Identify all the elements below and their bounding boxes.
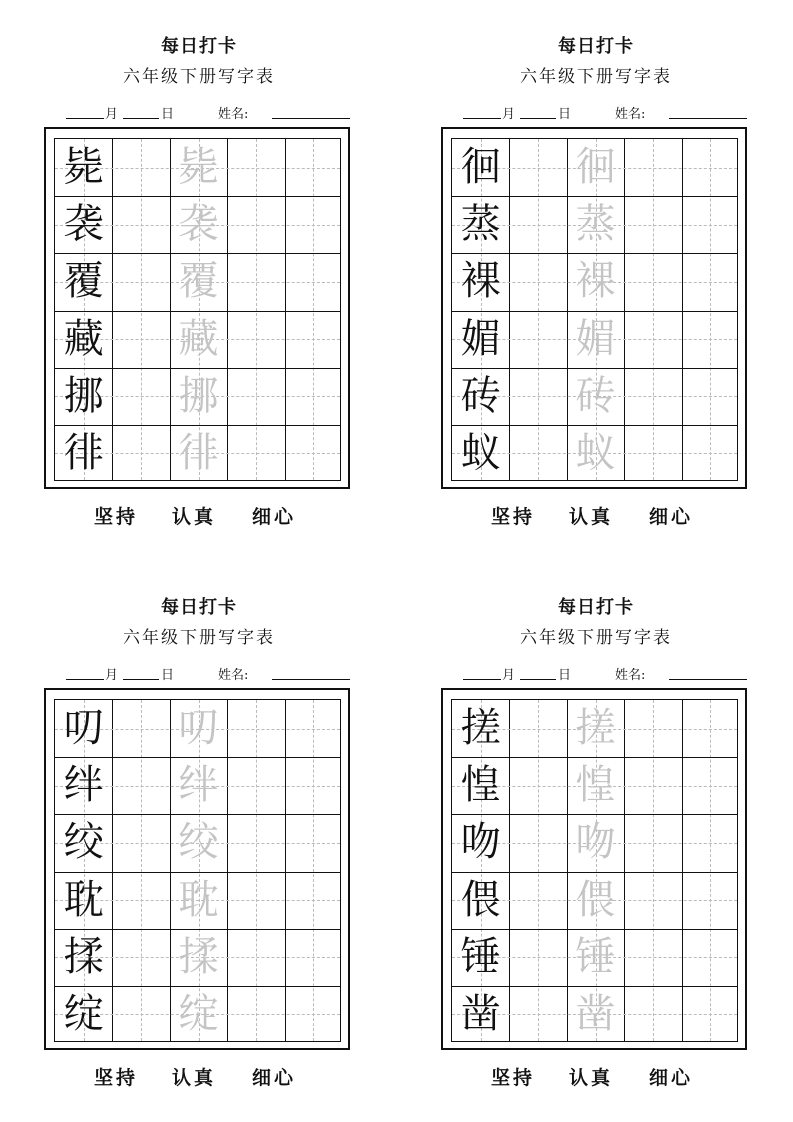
model-character: 砖 xyxy=(460,372,501,419)
writing-grid xyxy=(451,138,738,481)
grid-column-guide xyxy=(141,139,142,480)
grid-column-line xyxy=(624,700,625,1041)
writing-grid xyxy=(451,699,738,1042)
name-label: 姓名: xyxy=(615,668,646,683)
sheet-subtitle: 六年级下册写字表 xyxy=(520,628,672,648)
writing-grid-frame xyxy=(441,127,747,489)
grid-column-guide xyxy=(710,700,711,1041)
sheet-title: 每日打卡 xyxy=(161,36,237,57)
grid-column-guide xyxy=(313,700,314,1041)
motto-word-2: 认真 xyxy=(172,506,217,528)
motto-word-1: 坚持 xyxy=(94,1067,139,1089)
model-character: 绊 xyxy=(63,762,104,809)
motto-word-2: 认真 xyxy=(172,1067,217,1089)
grid-column-guide xyxy=(538,700,539,1041)
sheet-subtitle: 六年级下册写字表 xyxy=(123,628,275,648)
trace-character: 锤 xyxy=(575,933,616,980)
motto xyxy=(44,502,354,528)
model-character: 搓 xyxy=(460,705,501,751)
sheet-subtitle: 六年级下册写字表 xyxy=(520,67,672,87)
grid-column-line xyxy=(509,700,510,1041)
grid-column-guide xyxy=(141,700,142,1041)
motto-word-3: 细心 xyxy=(649,1067,694,1089)
worksheet-3 xyxy=(44,561,354,1091)
grid-column-line xyxy=(227,139,228,480)
grid-column-line xyxy=(682,139,683,480)
motto-word-3: 细心 xyxy=(649,506,694,528)
grid-column-guide xyxy=(256,139,257,480)
grid-column-guide xyxy=(538,139,539,480)
writing-grid-frame xyxy=(441,688,747,1050)
trace-character: 挪 xyxy=(178,372,219,419)
trace-character: 覆 xyxy=(178,258,219,305)
month-blank[interactable] xyxy=(66,118,104,119)
trace-character: 蚁 xyxy=(575,429,616,476)
trace-character: 搓 xyxy=(575,705,616,751)
grid-column-guide xyxy=(653,700,654,1041)
date-name-row xyxy=(66,103,356,123)
date-name-row xyxy=(463,664,753,684)
month-label: 月 xyxy=(502,107,516,122)
motto xyxy=(441,502,751,528)
trace-character: 毙 xyxy=(178,144,219,190)
sheet-title: 每日打卡 xyxy=(161,597,237,618)
model-character: 耽 xyxy=(63,876,104,923)
name-label: 姓名: xyxy=(218,668,249,683)
grid-column-guide xyxy=(256,700,257,1041)
month-label: 月 xyxy=(105,107,119,122)
grid-column-line xyxy=(112,700,113,1041)
grid-column-line xyxy=(285,700,286,1041)
day-label: 日 xyxy=(161,107,175,122)
model-character: 揉 xyxy=(63,933,104,980)
grid-column-guide xyxy=(313,139,314,480)
day-blank[interactable] xyxy=(123,118,159,119)
month-blank[interactable] xyxy=(463,679,501,680)
name-label: 姓名: xyxy=(615,107,646,122)
grid-column-line xyxy=(112,139,113,480)
writing-grid-frame xyxy=(44,688,350,1050)
motto xyxy=(44,1063,354,1089)
month-blank[interactable] xyxy=(66,679,104,680)
model-character: 藏 xyxy=(63,315,104,362)
date-name-row xyxy=(66,664,356,684)
model-character: 袭 xyxy=(63,201,104,248)
grid-column-guide xyxy=(653,139,654,480)
motto-word-1: 坚持 xyxy=(94,506,139,528)
trace-character: 媚 xyxy=(575,315,616,362)
motto-word-3: 细心 xyxy=(252,506,297,528)
grid-column-line xyxy=(509,139,510,480)
model-character: 蚁 xyxy=(460,429,501,476)
grid-column-line xyxy=(227,700,228,1041)
trace-character: 凿 xyxy=(575,990,616,1037)
grid-column-line xyxy=(682,700,683,1041)
trace-character: 徘 xyxy=(178,429,219,476)
date-name-row xyxy=(463,103,753,123)
model-character: 吻 xyxy=(460,819,501,866)
model-character: 绽 xyxy=(63,990,104,1037)
motto xyxy=(441,1063,751,1089)
sheet-subtitle: 六年级下册写字表 xyxy=(123,67,275,87)
name-blank[interactable] xyxy=(669,679,747,680)
model-character: 叨 xyxy=(63,705,104,751)
model-character: 覆 xyxy=(63,258,104,305)
model-character: 媚 xyxy=(460,315,501,362)
motto-word-2: 认真 xyxy=(569,1067,614,1089)
grid-column-guide xyxy=(710,139,711,480)
trace-character: 耽 xyxy=(178,876,219,923)
grid-column-line xyxy=(285,139,286,480)
month-label: 月 xyxy=(502,668,516,683)
trace-character: 惶 xyxy=(575,762,616,809)
name-blank[interactable] xyxy=(272,679,350,680)
worksheet-4 xyxy=(441,561,751,1091)
sheet-title: 每日打卡 xyxy=(558,36,634,57)
trace-character: 袭 xyxy=(178,201,219,248)
day-blank[interactable] xyxy=(520,118,556,119)
writing-grid xyxy=(54,699,341,1042)
worksheet-1 xyxy=(44,0,354,530)
trace-character: 裸 xyxy=(575,258,616,305)
trace-character: 绊 xyxy=(178,762,219,809)
trace-character: 藏 xyxy=(178,315,219,362)
model-character: 挪 xyxy=(63,372,104,419)
trace-character: 吻 xyxy=(575,819,616,866)
sheet-title: 每日打卡 xyxy=(558,597,634,618)
motto-word-1: 坚持 xyxy=(491,506,536,528)
motto-word-3: 细心 xyxy=(252,1067,297,1089)
motto-word-1: 坚持 xyxy=(491,1067,536,1089)
trace-character: 绞 xyxy=(178,819,219,866)
motto-word-2: 认真 xyxy=(569,506,614,528)
day-blank[interactable] xyxy=(123,679,159,680)
name-label: 姓名: xyxy=(218,107,249,122)
month-blank[interactable] xyxy=(463,118,501,119)
trace-character: 绽 xyxy=(178,990,219,1037)
day-label: 日 xyxy=(161,668,175,683)
model-character: 毙 xyxy=(63,144,104,190)
model-character: 徊 xyxy=(460,144,501,190)
model-character: 徘 xyxy=(63,429,104,476)
trace-character: 揉 xyxy=(178,933,219,980)
trace-character: 砖 xyxy=(575,372,616,419)
grid-column-line xyxy=(624,139,625,480)
writing-grid-frame xyxy=(44,127,350,489)
name-blank[interactable] xyxy=(669,118,747,119)
model-character: 凿 xyxy=(460,990,501,1037)
model-character: 锤 xyxy=(460,933,501,980)
model-character: 蒸 xyxy=(460,201,501,248)
month-label: 月 xyxy=(105,668,119,683)
model-character: 裸 xyxy=(460,258,501,305)
model-character: 绞 xyxy=(63,819,104,866)
writing-grid xyxy=(54,138,341,481)
day-label: 日 xyxy=(558,107,572,122)
model-character: 惶 xyxy=(460,762,501,809)
name-blank[interactable] xyxy=(272,118,350,119)
model-character: 偎 xyxy=(460,876,501,923)
trace-character: 偎 xyxy=(575,876,616,923)
day-label: 日 xyxy=(558,668,572,683)
trace-character: 蒸 xyxy=(575,201,616,248)
trace-character: 叨 xyxy=(178,705,219,751)
trace-character: 徊 xyxy=(575,144,616,190)
worksheet-2 xyxy=(441,0,751,530)
day-blank[interactable] xyxy=(520,679,556,680)
